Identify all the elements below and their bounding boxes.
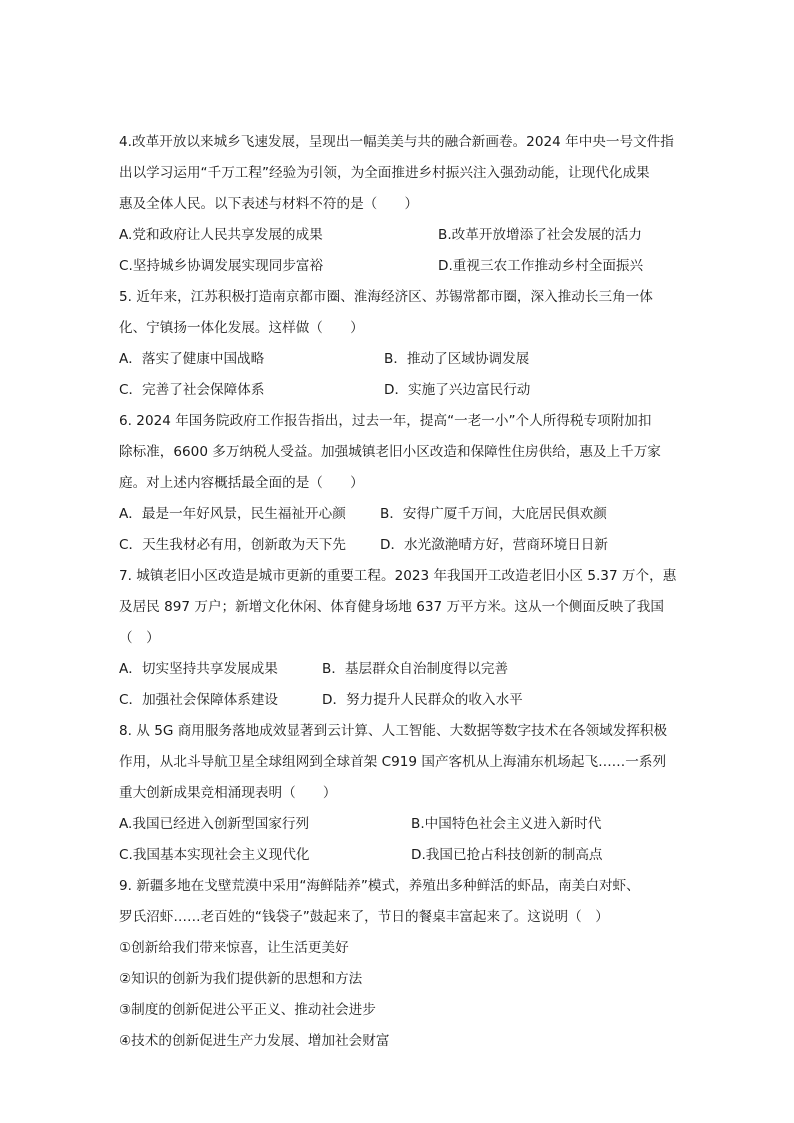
question-5-option-d: D．实施了兴边富民行动 — [384, 382, 531, 398]
question-6-option-a: A．最是一年好风景，民生福祉开心颜 — [119, 506, 346, 522]
question-4-option-c: C.坚持城乡协调发展实现同步富裕 — [119, 258, 324, 274]
question-4-line-3: 惠及全体人民。以下表述与材料不符的是（ ） — [119, 196, 419, 212]
question-5-line-2: 化、宁镇扬一体化发展。这样做（ ） — [119, 320, 364, 336]
question-7-option-d: D．努力提升人民群众的收入水平 — [322, 692, 523, 708]
question-4-line-1: 4.改革开放以来城乡飞速发展，呈现出一幅美美与共的融合新画卷。2024 年中央一号文件指 — [119, 134, 674, 150]
question-6-line-1: 6. 2024 年国务院政府工作报告指出，过去一年，提高“一老一小”个人所得税专项附加扣 — [119, 413, 652, 429]
question-6-option-c: C．天生我材必有用，创新敢为天下先 — [119, 537, 346, 553]
question-8-option-a: A.我国已经进入创新型国家行列 — [119, 816, 310, 832]
question-7-line-1: 7. 城镇老旧小区改造是城市更新的重要工程。2023 年我国开工改造老旧小区 5.37 万个，惠 — [119, 568, 677, 584]
question-8-line-1: 8. 从 5G 商用服务落地成效显著到云计算、人工智能、大数据等数字技术在各领域发挥积极 — [119, 723, 668, 739]
question-9-line-1: 9. 新疆多地在戈壁荒漠中采用“海鲜陆养”模式，养殖出多种鲜活的虾品，南美白对虾、 — [119, 878, 640, 894]
question-8-option-c: C.我国基本实现社会主义现代化 — [119, 847, 310, 863]
question-4-option-a: A.党和政府让人民共享发展的成果 — [119, 227, 323, 243]
question-9-item-2: ②知识的创新为我们提供新的思想和方法 — [119, 971, 363, 987]
question-8-option-b: B.中国特色社会主义进入新时代 — [411, 816, 602, 832]
question-7-option-a: A．切实坚持共享发展成果 — [119, 661, 278, 677]
question-8-line-3: 重大创新成果竞相涌现表明（ ） — [119, 785, 337, 801]
question-5-line-1: 5. 近年来，江苏积极打造南京都市圈、淮海经济区、苏锡常都市圈，深入推动长三角一体 — [119, 289, 653, 305]
question-7-line-2: 及居民 897 万户；新增文化休闲、体育健身场地 637 万平方米。这从一个侧面反映了我国 — [119, 599, 664, 615]
question-5-option-a: A．落实了健康中国战略 — [119, 351, 265, 367]
question-6-line-3: 庭。对上述内容概括最全面的是（ ） — [119, 475, 364, 491]
question-4-option-d: D.重视三农工作推动乡村全面振兴 — [438, 258, 644, 274]
question-7-option-b: B．基层群众自治制度得以完善 — [322, 661, 509, 677]
question-6-option-d: D．水光潋滟晴方好，营商环境日日新 — [380, 537, 608, 553]
question-6-line-2: 除标准，6600 多万纳税人受益。加强城镇老旧小区改造和保障性住房供给，惠及上千万家 — [119, 444, 661, 460]
question-7-line-3: （ ） — [119, 630, 160, 646]
question-9-item-3: ③制度的创新促进公平正义、推动社会进步 — [119, 1002, 376, 1018]
question-5-option-b: B．推动了区域协调发展 — [384, 351, 530, 367]
question-4-option-b: B.改革开放增添了社会发展的活力 — [438, 227, 642, 243]
question-8-option-d: D.我国已抢占科技创新的制高点 — [411, 847, 603, 863]
question-4-line-2: 出以学习运用“千万工程”经验为引领，为全面推进乡村振兴注入强劲动能，让现代化成果 — [119, 165, 650, 181]
question-8-line-2: 作用，从北斗导航卫星全球组网到全球首架 C919 国产客机从上海浦东机场起飞……一系列 — [119, 754, 667, 770]
question-9-line-2: 罗氏沼虾……老百姓的“钱袋子”鼓起来了，节日的餐桌丰富起来了。这说明（ ） — [119, 909, 609, 925]
question-6-option-b: B．安得广厦千万间，大庇居民俱欢颜 — [380, 506, 607, 522]
question-9-item-1: ①创新给我们带来惊喜，让生活更美好 — [119, 940, 349, 956]
question-7-option-c: C．加强社会保障体系建设 — [119, 692, 279, 708]
question-5-option-c: C．完善了社会保障体系 — [119, 382, 265, 398]
question-9-item-4: ④技术的创新促进生产力发展、增加社会财富 — [119, 1033, 390, 1049]
